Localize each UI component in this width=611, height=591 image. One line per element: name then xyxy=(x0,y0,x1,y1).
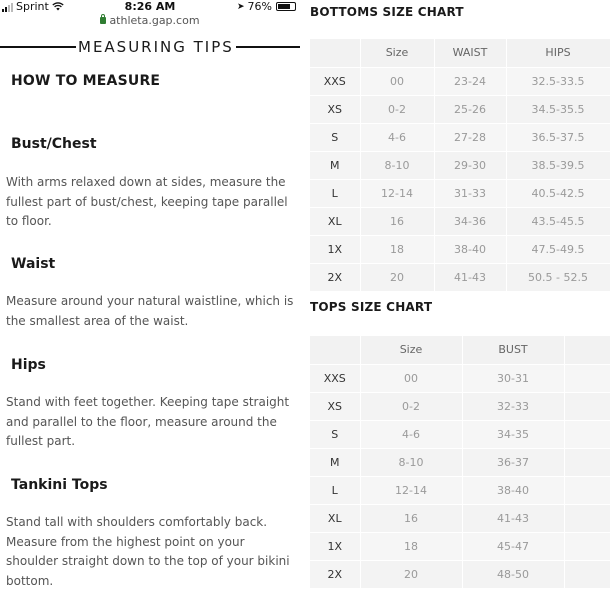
table-filler xyxy=(564,504,610,532)
table-filler xyxy=(564,420,610,448)
size-label: 1X xyxy=(310,235,360,263)
table-cell: 38-40 xyxy=(434,235,506,263)
table-row xyxy=(310,476,610,504)
table-filler xyxy=(564,532,610,560)
table-cell: 4-6 xyxy=(360,123,434,151)
table-cell: 38.5-39.5 xyxy=(506,151,610,179)
table-cell: 34-35 xyxy=(462,420,564,448)
size-label: XS xyxy=(310,392,360,420)
tops-chart-title: TOPS SIZE CHART xyxy=(310,300,433,314)
header-cell: HIPS xyxy=(506,39,610,67)
table-row xyxy=(310,151,610,179)
tops-size-table xyxy=(310,336,611,589)
measuring-tips-header xyxy=(0,38,300,56)
table-cell: 8-10 xyxy=(360,151,434,179)
measuring-tips-title: MEASURING TIPS xyxy=(78,38,234,56)
table-cell: 45-47 xyxy=(462,532,564,560)
table-cell: 0-2 xyxy=(360,392,462,420)
header-cell xyxy=(310,336,360,364)
bottoms-chart-title: BOTTOMS SIZE CHART xyxy=(310,5,464,19)
battery-percent: 76% xyxy=(247,0,272,13)
table-row xyxy=(310,392,610,420)
table-cell: 12-14 xyxy=(360,476,462,504)
battery-icon xyxy=(276,2,296,11)
table-row xyxy=(310,420,610,448)
bottoms-size-table xyxy=(310,39,611,292)
carrier-label: Sprint xyxy=(16,0,49,13)
size-label: 2X xyxy=(310,263,360,291)
table-cell: 23-24 xyxy=(434,67,506,95)
bust-text: With arms relaxed down at sides, measure the fullest part of bust/chest, keeping tape parallel to floor. xyxy=(6,175,288,228)
table-cell: 18 xyxy=(360,235,434,263)
table-cell: 32.5-33.5 xyxy=(506,67,610,95)
table-cell: 34.5-35.5 xyxy=(506,95,610,123)
tankini-heading: Tankini Tops xyxy=(11,477,108,493)
table-cell: 18 xyxy=(360,532,462,560)
table-row xyxy=(310,179,610,207)
table-cell: 48-50 xyxy=(462,560,564,588)
size-label: 2X xyxy=(310,560,360,588)
table-cell: 36.5-37.5 xyxy=(506,123,610,151)
header-cell xyxy=(310,39,360,67)
measuring-tips-screenshot xyxy=(0,0,300,588)
table-cell: 41-43 xyxy=(462,504,564,532)
size-label: 1X xyxy=(310,532,360,560)
table-filler xyxy=(564,392,610,420)
size-label: XS xyxy=(310,95,360,123)
size-label: S xyxy=(310,123,360,151)
table-cell: 00 xyxy=(360,67,434,95)
table-cell: 20 xyxy=(360,263,434,291)
size-label: XXS xyxy=(310,67,360,95)
location-arrow-icon: ➤ xyxy=(237,1,245,12)
table-cell: 27-28 xyxy=(434,123,506,151)
size-label: M xyxy=(310,448,360,476)
size-charts-screenshot xyxy=(300,0,588,581)
header-filler xyxy=(564,336,610,364)
bust-heading: Bust/Chest xyxy=(11,136,97,152)
table-cell: 41-43 xyxy=(434,263,506,291)
table-row xyxy=(310,560,610,588)
table-cell: 16 xyxy=(360,207,434,235)
url-bar[interactable] xyxy=(0,14,300,28)
size-label: XL xyxy=(310,504,360,532)
table-cell: 47.5-49.5 xyxy=(506,235,610,263)
table-row xyxy=(310,95,610,123)
table-cell: 0-2 xyxy=(360,95,434,123)
table-cell: 29-30 xyxy=(434,151,506,179)
header-rule-left xyxy=(0,46,76,48)
table-row xyxy=(310,448,610,476)
table-row xyxy=(310,235,610,263)
table-cell: 25-26 xyxy=(434,95,506,123)
table-row xyxy=(310,67,610,95)
table-row xyxy=(310,207,610,235)
waist-heading: Waist xyxy=(11,256,56,272)
header-cell: WAIST xyxy=(434,39,506,67)
hips-text: Stand with feet together. Keeping tape straight and parallel to the floor, measure around the fullest part. xyxy=(6,395,290,448)
tankini-text: Stand tall with shoulders comfortably back. Measure from the highest point on your shoulder straight down to the top of your bikini bottom. xyxy=(6,515,290,588)
header-cell: Size xyxy=(360,39,434,67)
size-label: L xyxy=(310,476,360,504)
table-cell: 34-36 xyxy=(434,207,506,235)
size-label: L xyxy=(310,179,360,207)
table-cell: 40.5-42.5 xyxy=(506,179,610,207)
table-cell: 36-37 xyxy=(462,448,564,476)
table-cell: 38-40 xyxy=(462,476,564,504)
table-header-row xyxy=(310,39,610,67)
hips-heading: Hips xyxy=(11,357,46,373)
table-cell: 50.5 - 52.5 xyxy=(506,263,610,291)
status-bar xyxy=(0,0,300,14)
table-row xyxy=(310,263,610,291)
header-rule-right xyxy=(236,46,300,48)
how-to-measure-heading: HOW TO MEASURE xyxy=(11,73,161,89)
table-row xyxy=(310,123,610,151)
size-label: S xyxy=(310,420,360,448)
table-row xyxy=(310,504,610,532)
table-cell: 20 xyxy=(360,560,462,588)
table-cell: 4-6 xyxy=(360,420,462,448)
header-cell: BUST xyxy=(462,336,564,364)
status-right xyxy=(237,0,296,13)
table-cell: 30-31 xyxy=(462,364,564,392)
size-label: XXS xyxy=(310,364,360,392)
table-cell: 43.5-45.5 xyxy=(506,207,610,235)
status-time: 8:26 AM xyxy=(124,0,176,13)
url-text: athleta.gap.com xyxy=(109,14,200,27)
table-cell: 31-33 xyxy=(434,179,506,207)
header-cell: Size xyxy=(360,336,462,364)
table-row xyxy=(310,532,610,560)
table-filler xyxy=(564,476,610,504)
size-label: XL xyxy=(310,207,360,235)
table-cell: 8-10 xyxy=(360,448,462,476)
table-cell: 32-33 xyxy=(462,392,564,420)
table-cell: 12-14 xyxy=(360,179,434,207)
table-cell: 00 xyxy=(360,364,462,392)
table-header-row xyxy=(310,336,610,364)
table-row xyxy=(310,364,610,392)
table-filler xyxy=(564,448,610,476)
size-label: M xyxy=(310,151,360,179)
table-filler xyxy=(564,364,610,392)
table-filler xyxy=(564,560,610,588)
table-cell: 16 xyxy=(360,504,462,532)
lock-icon xyxy=(100,17,106,24)
waist-text: Measure around your natural waistline, which is the smallest area of the waist. xyxy=(6,294,294,328)
